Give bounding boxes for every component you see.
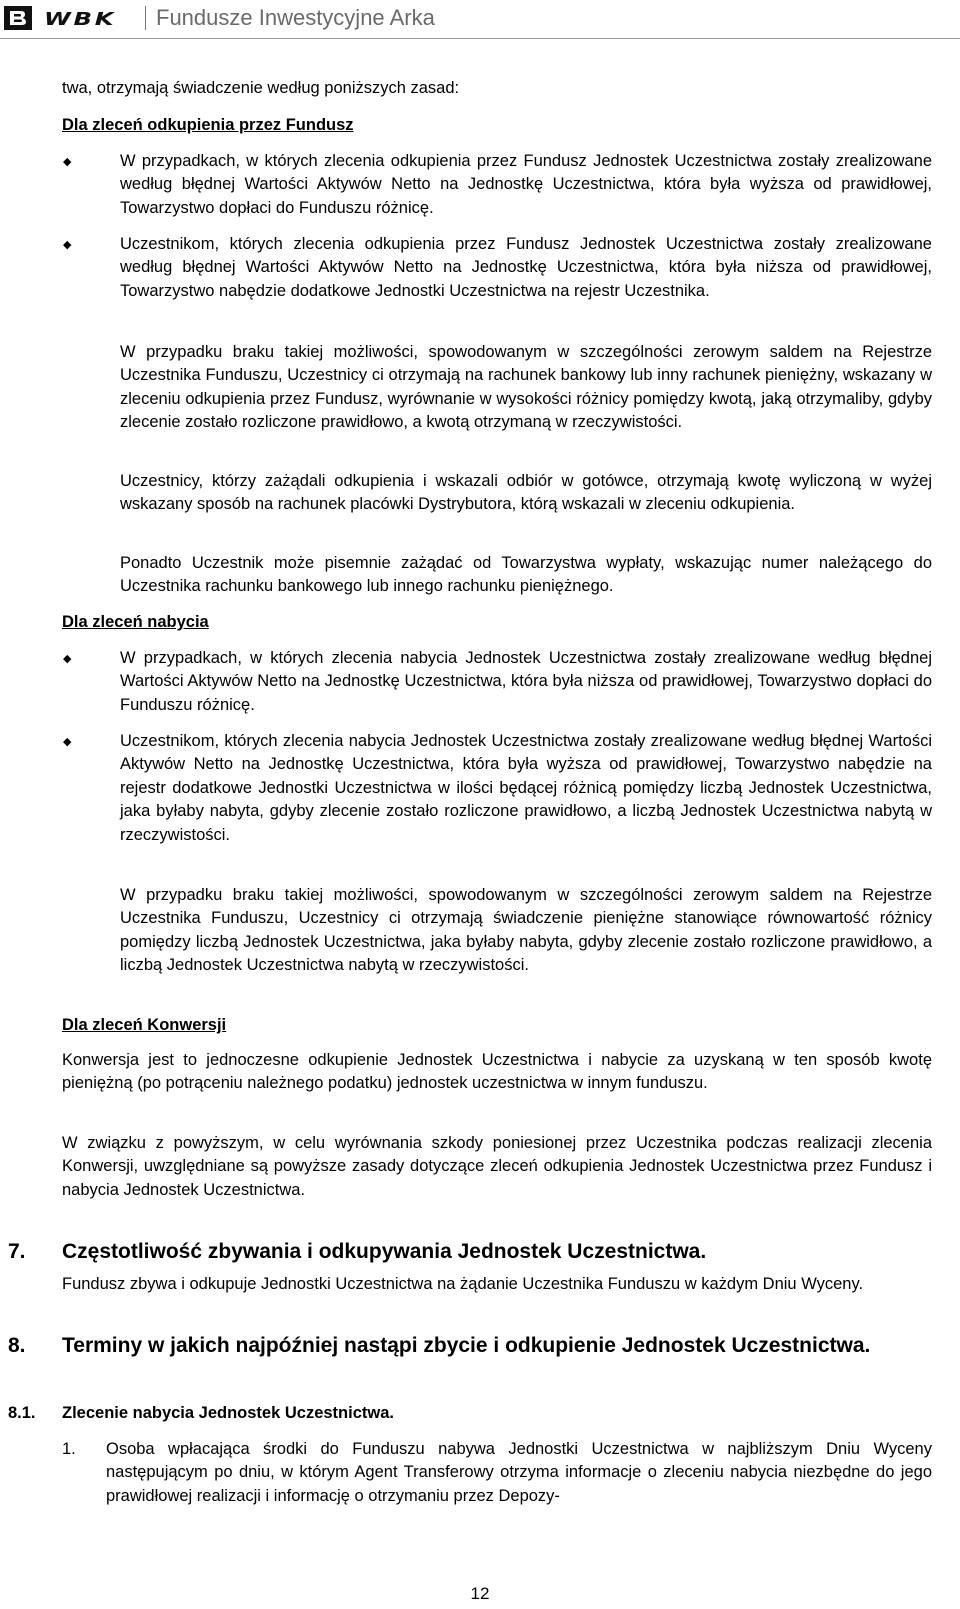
purchase-heading: Dla zleceń nabycia <box>62 613 209 631</box>
section-8-1-number: 8.1. <box>8 1404 36 1422</box>
bz-logo-icon <box>4 6 32 30</box>
bullet-diamond-icon: ◆ <box>63 156 72 168</box>
conversion-heading: Dla zleceń Konwersji <box>62 1016 227 1034</box>
redemption-bullet-2: Uczestnikom, których zlecenia odkupienia przez Fundusz Jednostek Uczestnictwa zostały zrealizowane według błędnej Wartości Aktywów Netto na Jednostkę Uczestnictwa, która była niższa od prawidłowej, Towarzystwo nabędzie dodatkowe Jednostki Uczestnictwa na rejestr Uczestnika. <box>120 235 932 300</box>
conversion-paragraph-2: W związku z powyższym, w celu wyrównania szkody poniesionej przez Uczestnika podczas realizacji zlecenia Konwersji, uwzględniane są powyższe zasady dotyczące zleceń odkupienia Jednostek Uczestnictwa przez Fundusz i nabycia Jednostek Uczestnictwa. <box>62 1134 932 1199</box>
section-8-1-title: Zlecenie nabycia Jednostek Uczestnictwa. <box>62 1404 394 1422</box>
redemption-bullet-1: W przypadkach, w których zlecenia odkupienia przez Fundusz Jednostek Uczestnictwa zostały zrealizowane według błędnej Wartości Aktywów Netto na Jednostkę Uczestnictwa, która była wyższa od prawidłowej, Towarzystwo dopłaci do Funduszu różnicę. <box>120 152 932 217</box>
bullet-diamond-icon: ◆ <box>63 239 72 251</box>
redemption-paragraph-1: W przypadku braku takiej możliwości, spowodowanym w szczególności zerowym saldem na Rejestrze Uczestnika Funduszu, Uczestnicy ci otrzymają na rachunek bankowy lub inny rachunek pieniężny, wskazany w zleceniu odkupienia przez Fundusz, wyrównanie w wysokości różnicy pomiędzy kwotą, jaką otrzymaliby, gdyby zlecenie zostało rozliczone prawidłowo, a kwotą otrzymaną w rzeczywistości. <box>120 343 932 432</box>
redemption-paragraph-2: Uczestnicy, którzy zażądali odkupienia i wskazali odbiór w gotówce, otrzymają kwotę wyliczoną w wyżej wskazany sposób na rachunek placówki Dystrybutora, którą wskazali w zleceniu odkupienia. <box>120 472 932 514</box>
page-header <box>0 0 960 36</box>
section-7-title: Częstotliwość zbywania i odkupywania Jednostek Uczestnictwa. <box>62 1240 707 1263</box>
header-divider <box>145 6 146 30</box>
section-8-title: Terminy w jakich najpóźniej nastąpi zbycie i odkupienie Jednostek Uczestnictwa. <box>62 1334 871 1357</box>
section-7-body: Fundusz zbywa i odkupuje Jednostki Uczestnictwa na żądanie Uczestnika Funduszu w każdym Dniu Wyceny. <box>62 1275 864 1293</box>
intro-text: twa, otrzymają świadczenie według poniższych zasad: <box>62 79 460 97</box>
redemption-heading: Dla zleceń odkupienia przez Fundusz <box>62 116 354 134</box>
item-1-text: Osoba wpłacająca środki do Funduszu nabywa Jednostki Uczestnictwa w najbliższym Dniu Wyceny następującym po dniu, w którym Agent Transferowy otrzyma informacje o zleceniu nabycia niezbędne do jego prawidłowej realizacji i informację o otrzymaniu przez Depozy- <box>106 1440 932 1505</box>
conversion-paragraph-1: Konwersja jest to jednoczesne odkupienie Jednostek Uczestnictwa i nabycie za uzyskaną w ten sposób kwotę pieniężną (po potrąceniu należnego podatku) jednostek uczestnictwa w innym funduszu. <box>62 1051 932 1093</box>
redemption-paragraph-3: Ponadto Uczestnik może pisemnie zażądać od Towarzystwa wypłaty, wskazując numer należącego do Uczestnika rachunku bankowego lub innego rachunku pieniężnego. <box>120 554 932 596</box>
purchase-bullet-1: W przypadkach, w których zlecenia nabycia Jednostek Uczestnictwa zostały zrealizowane według błędnej Wartości Aktywów Netto na Jednostkę Uczestnictwa, która była niższa od prawidłowej, Towarzystwo dopłaci do Funduszu różnicę. <box>120 649 932 714</box>
header-title: Fundusze Inwestycyjne Arka <box>156 5 435 30</box>
item-1-number: 1. <box>62 1440 76 1458</box>
purchase-paragraph-1: W przypadku braku takiej możliwości, spowodowanym w szczególności zerowym saldem na Rejestrze Uczestnika Funduszu, Uczestnicy ci otrzymają świadczenie pieniężne stanowiące równowartość różnicy pomiędzy liczbą Jednostek Uczestnictwa, jaka byłaby nabyta, gdyby zlecenie zostało rozliczone prawidłowo, a liczbą Jednostek Uczestnictwa nabytą w rzeczywistości. <box>120 886 932 975</box>
header-rule <box>0 38 960 39</box>
section-8-number: 8. <box>8 1334 26 1357</box>
page-number: 12 <box>470 1584 490 1603</box>
bullet-diamond-icon: ◆ <box>63 653 72 665</box>
bullet-diamond-icon: ◆ <box>63 736 72 748</box>
purchase-bullet-2: Uczestnikom, których zlecenia nabycia Jednostek Uczestnictwa zostały zrealizowane według błędnej Wartości Aktywów Netto na Jednostkę Uczestnictwa, która była wyższa od prawidłowej, Towarzystwo nabędzie na rejestr dodatkowe Jednostki Uczestnictwa w ilości będącej różnicą pomiędzy liczbą Jednostek Uczestnictwa, jaka byłaby nabyta, gdyby zlecenie zostało rozliczone prawidłowo, a liczbą Jednostek Uczestnictwa nabytą w rzeczywistości. <box>120 732 932 844</box>
wbk-logo: WBK <box>44 9 117 30</box>
section-7-number: 7. <box>8 1240 26 1263</box>
